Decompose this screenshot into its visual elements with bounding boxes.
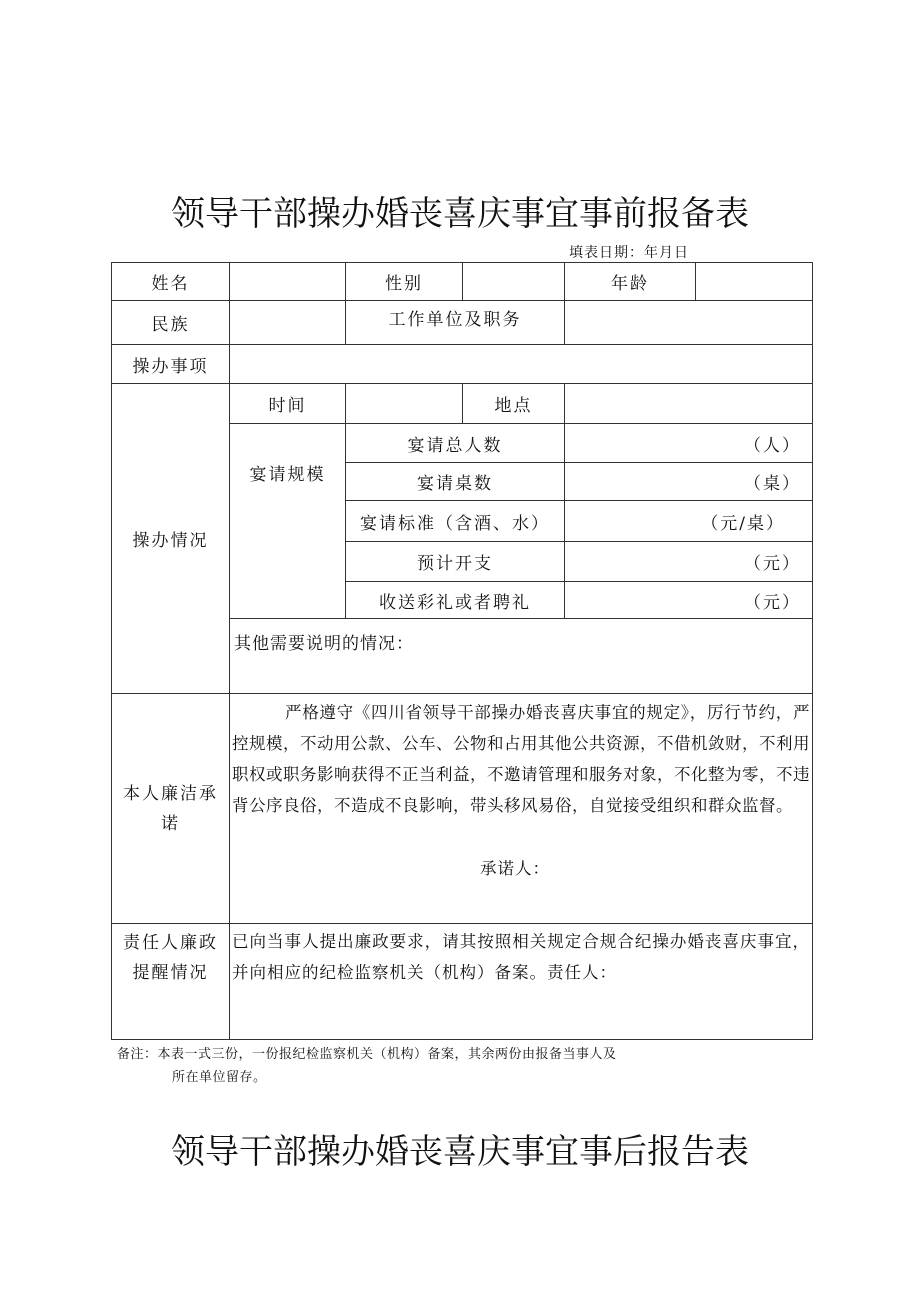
work-unit-label: 工作单位及职务	[345, 300, 564, 344]
ethnicity-field[interactable]	[229, 300, 345, 344]
place-label: 地点	[462, 383, 564, 423]
age-field[interactable]	[695, 262, 813, 300]
work-unit-field[interactable]	[564, 300, 813, 344]
standard-field[interactable]: （元/桌）	[564, 500, 813, 541]
gender-label: 性别	[345, 262, 462, 300]
total-people-label: 宴请总人数	[345, 423, 564, 462]
name-label: 姓名	[111, 262, 229, 300]
note-line-2: 所在单位留存。	[172, 1070, 267, 1085]
tables-label: 宴请桌数	[345, 462, 564, 500]
place-field[interactable]	[564, 383, 813, 423]
reminder-label: 责任人廉政提醒情况	[111, 923, 229, 1040]
pledge-text: 严格遵守《四川省领导干部操办婚丧喜庆事宜的规定》，厉行节约，严控规模，不动用公款、公车、公物和占用其他公共资源，不借机敛财，不利用职权或职务影响获得不正当利益，不邀请管理和服务对象，不化整为零，不违背公序良俗，不造成不良影响，带头移风易俗，自觉接受组织和群众监督。	[232, 703, 810, 815]
expense-label: 预计开支	[345, 541, 564, 581]
total-people-field[interactable]: （人）	[564, 423, 813, 462]
name-field[interactable]	[229, 262, 345, 300]
matter-field[interactable]	[229, 344, 813, 383]
expense-field[interactable]: （元）	[564, 541, 813, 581]
gift-field[interactable]: （元）	[564, 581, 813, 618]
gender-field[interactable]	[462, 262, 564, 300]
reminder-text-content: 已向当事人提出廉政要求，请其按照相关规定合规合纪操办婚丧喜庆事宜，并向相应的纪检监察机关（机构）备案。责任人：	[232, 932, 810, 982]
situation-label: 操办情况	[111, 383, 229, 693]
pledge-label: 本人廉洁承诺	[111, 693, 229, 923]
banquet-scale-label: 宴请规模	[229, 423, 345, 618]
fill-date: 填表日期：年月日	[569, 245, 689, 261]
time-label: 时间	[229, 383, 345, 423]
time-field[interactable]	[345, 383, 462, 423]
reminder-text	[232, 926, 810, 988]
other-notes-field[interactable]: 其他需要说明的情况：	[229, 618, 813, 693]
gift-label: 收送彩礼或者聘礼	[345, 581, 564, 618]
age-label: 年龄	[564, 262, 695, 300]
standard-label: 宴请标准（含酒、水）	[345, 500, 564, 541]
tables-field[interactable]: （桌）	[564, 462, 813, 500]
note-line-1: 备注：本表一式三份，一份报纪检监察机关（机构）备案，其余两份由报备当事人及	[117, 1047, 617, 1062]
second-form-title: 领导干部操办婚丧喜庆事宜事后报告表	[171, 1132, 749, 1172]
pledger-signature[interactable]: 承诺人：	[480, 859, 550, 878]
ethnicity-label: 民族	[111, 300, 229, 344]
form-title: 领导干部操办婚丧喜庆事宜事前报备表	[171, 194, 749, 234]
matter-label: 操办事项	[111, 344, 229, 383]
